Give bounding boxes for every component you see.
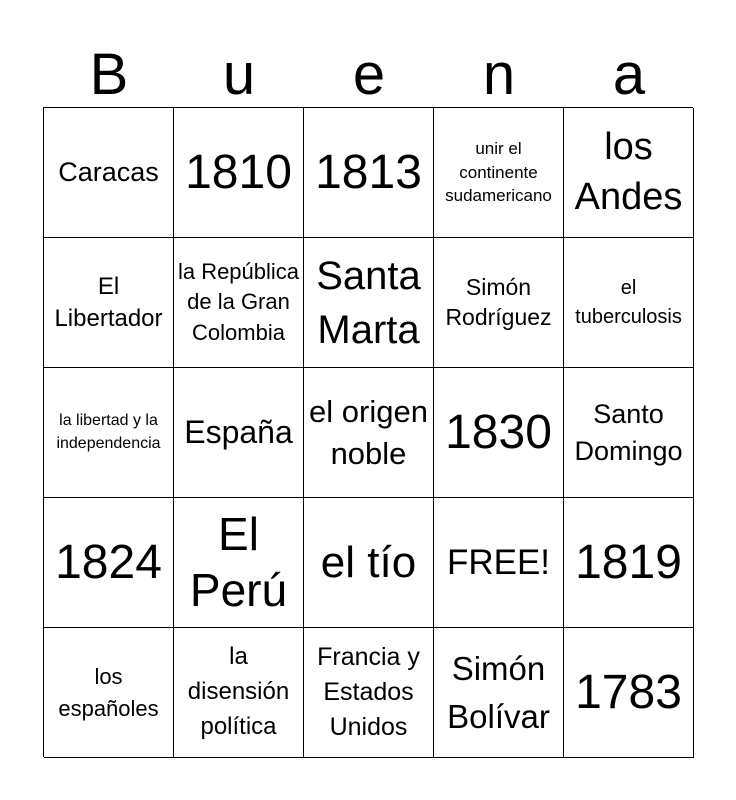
- cell-text: el tuberculosis: [575, 276, 682, 328]
- bingo-cell[interactable]: [44, 368, 174, 498]
- cell-text: Simón Rodríguez: [445, 273, 552, 330]
- bingo-cell[interactable]: [434, 628, 564, 758]
- bingo-board: [43, 107, 693, 757]
- bingo-cell[interactable]: [564, 628, 694, 758]
- title-letter-3: e: [352, 42, 386, 107]
- bingo-cell[interactable]: [174, 108, 304, 238]
- cell-text: 1819: [575, 535, 682, 589]
- cell-text: 1824: [55, 535, 162, 589]
- bingo-cell[interactable]: [304, 628, 434, 758]
- cell-text: Santo Domingo: [574, 399, 683, 466]
- free-space[interactable]: [434, 498, 564, 628]
- cell-text: 1810: [185, 145, 292, 199]
- cell-text: El Perú: [189, 508, 288, 616]
- cell-text: 1830: [445, 405, 552, 459]
- bingo-cell[interactable]: [564, 368, 694, 498]
- bingo-cell[interactable]: [174, 498, 304, 628]
- title-letter-5: a: [612, 42, 646, 107]
- cell-text: la República de la Gran Colombia: [177, 258, 300, 345]
- cell-text: los españoles: [58, 663, 159, 721]
- title-letter-2: u: [222, 42, 256, 107]
- cell-text: FREE!: [446, 542, 551, 582]
- bingo-cell[interactable]: [304, 108, 434, 238]
- cell-text: unir el continente sudamericano: [445, 138, 552, 206]
- bingo-cell[interactable]: [564, 498, 694, 628]
- bingo-cell[interactable]: [44, 498, 174, 628]
- bingo-cell[interactable]: [304, 498, 434, 628]
- cell-text: la libertad y la independencia: [56, 412, 161, 452]
- cell-text: Santa Marta: [316, 253, 421, 352]
- bingo-cell[interactable]: [174, 368, 304, 498]
- bingo-cell[interactable]: [44, 628, 174, 758]
- cell-text: el tío: [320, 537, 417, 587]
- cell-text: Simón Bolívar: [447, 649, 550, 735]
- bingo-cell[interactable]: [564, 238, 694, 368]
- bingo-cell[interactable]: [174, 238, 304, 368]
- bingo-cell[interactable]: [564, 108, 694, 238]
- cell-text: España: [184, 414, 293, 451]
- title-letter-4: n: [482, 42, 516, 107]
- card-title: [44, 40, 694, 110]
- bingo-cell[interactable]: [434, 108, 564, 238]
- cell-text: El Libertador: [54, 273, 163, 332]
- bingo-cell[interactable]: [44, 108, 174, 238]
- bingo-cell[interactable]: [304, 238, 434, 368]
- title-letter-1: B: [89, 42, 129, 107]
- cell-text: 1813: [315, 145, 422, 199]
- bingo-cell[interactable]: [174, 628, 304, 758]
- cell-text: la disensión política: [187, 643, 290, 740]
- cell-text: los Andes: [574, 126, 683, 218]
- cell-text: Caracas: [58, 156, 159, 187]
- cell-text: Francia y Estados Unidos: [317, 643, 420, 741]
- bingo-cell[interactable]: [44, 238, 174, 368]
- cell-text: el origen noble: [309, 393, 428, 471]
- bingo-cell[interactable]: [434, 368, 564, 498]
- cell-text: 1783: [575, 665, 682, 719]
- bingo-cell[interactable]: [304, 368, 434, 498]
- bingo-cell[interactable]: [434, 238, 564, 368]
